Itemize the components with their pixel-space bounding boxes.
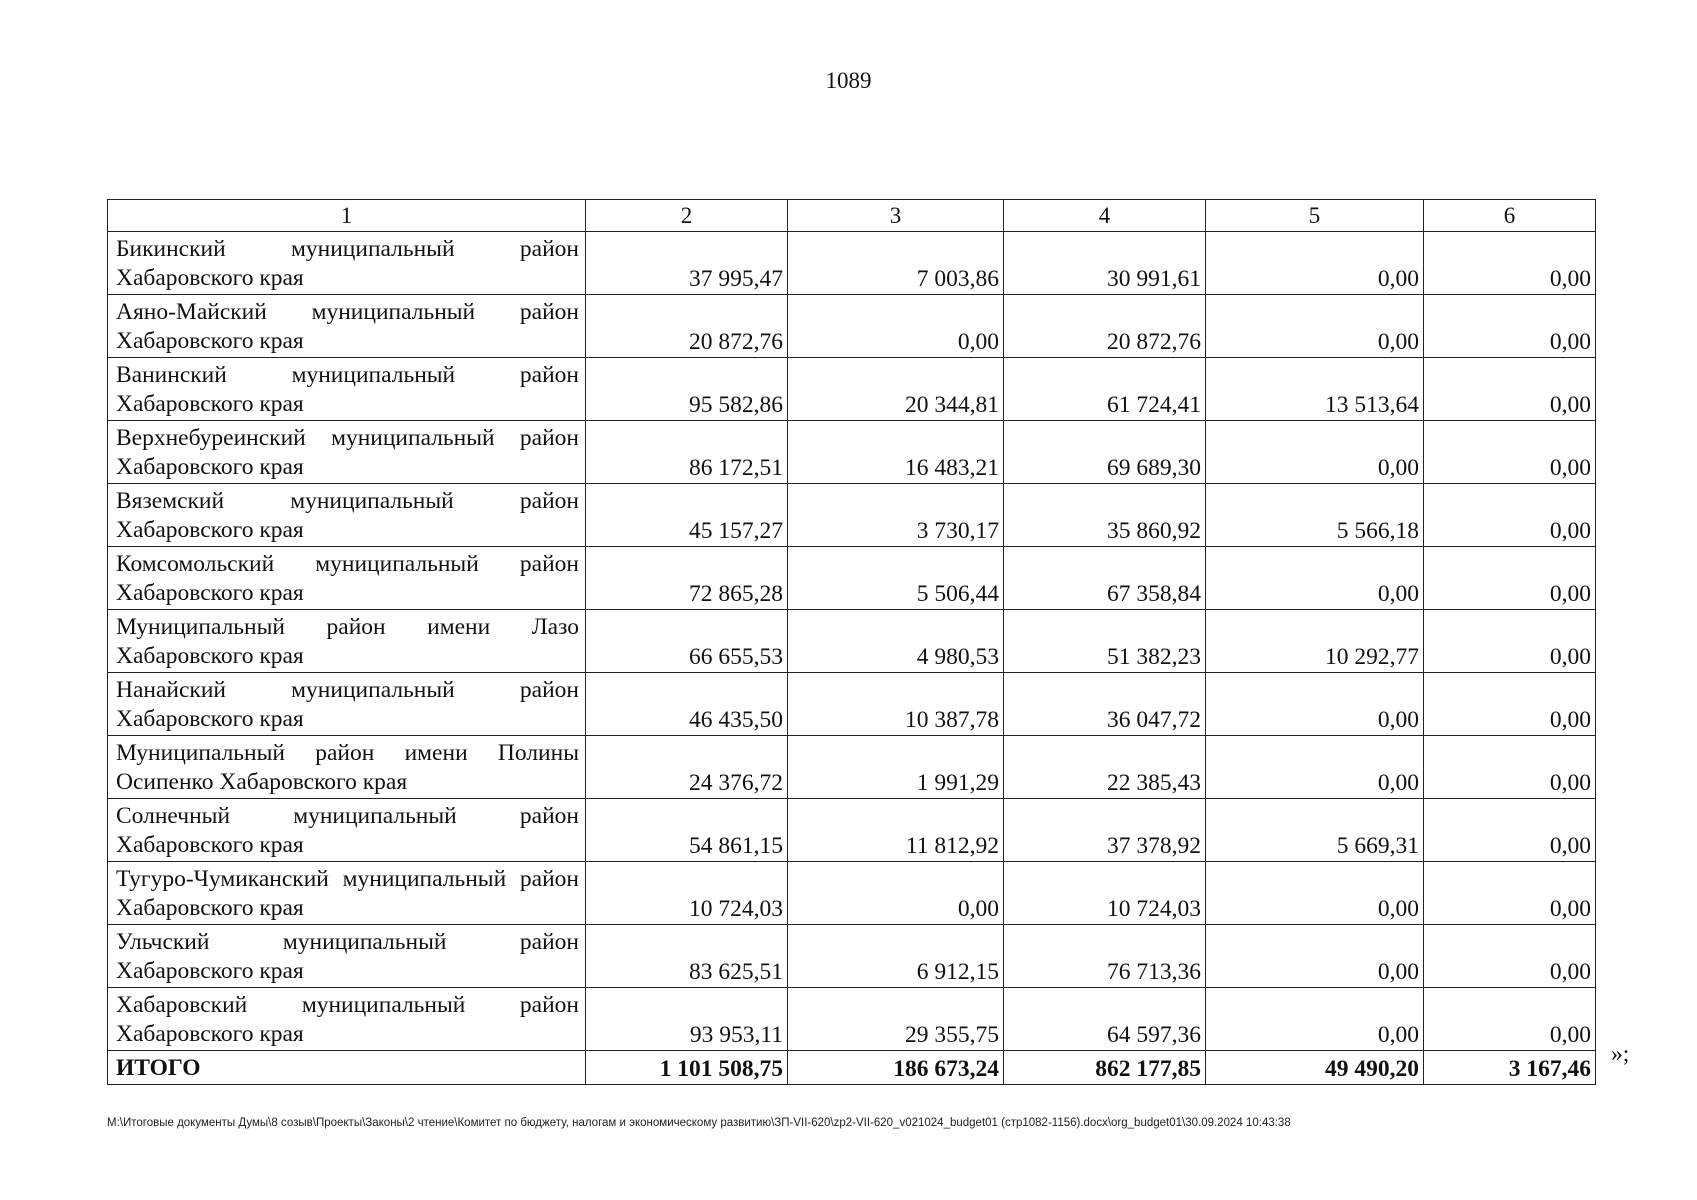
value-cell-col-3: 5 506,44: [788, 547, 1004, 610]
value-cell-col-4: 69 689,30: [1004, 421, 1206, 484]
value-cell-col-6: 0,00: [1424, 295, 1596, 358]
column-header: 4: [1004, 200, 1206, 232]
value-cell-col-2: 45 157,27: [586, 484, 788, 547]
table-row: [108, 295, 1596, 358]
total-value-cell-col-3: 186 673,24: [788, 1051, 1004, 1085]
value-cell-col-6: 0,00: [1424, 799, 1596, 862]
value-cell-col-5: 0,00: [1206, 232, 1424, 295]
value-cell-col-6: 0,00: [1424, 610, 1596, 673]
column-header: 6: [1424, 200, 1596, 232]
value-cell-col-5: 0,00: [1206, 736, 1424, 799]
table-row: [108, 610, 1596, 673]
district-name-cell: Аяно-Майский муниципальный район Хабаровского края: [108, 295, 586, 358]
value-cell-col-4: 22 385,43: [1004, 736, 1206, 799]
value-cell-col-4: 30 991,61: [1004, 232, 1206, 295]
total-value-cell-col-2: 1 101 508,75: [586, 1051, 788, 1085]
value-cell-col-2: 54 861,15: [586, 799, 788, 862]
district-name-cell: Хабаровский муниципальный район Хабаровского края: [108, 988, 586, 1051]
table-row: [108, 736, 1596, 799]
table-header-row: [108, 200, 1596, 232]
total-value-cell-col-6: 3 167,46: [1424, 1051, 1596, 1085]
value-cell-col-5: 13 513,64: [1206, 358, 1424, 421]
value-cell-col-4: 51 382,23: [1004, 610, 1206, 673]
value-cell-col-3: 10 387,78: [788, 673, 1004, 736]
column-header: 1: [108, 200, 586, 232]
total-value-cell-col-4: 862 177,85: [1004, 1051, 1206, 1085]
page-number: 1089: [825, 68, 872, 93]
value-cell-col-5: 0,00: [1206, 421, 1424, 484]
value-cell-col-2: 93 953,11: [586, 988, 788, 1051]
value-cell-col-5: 0,00: [1206, 925, 1424, 988]
value-cell-col-6: 0,00: [1424, 232, 1596, 295]
table-body: [108, 232, 1596, 1085]
value-cell-col-6: 0,00: [1424, 736, 1596, 799]
district-name-cell: Тугуро-Чумиканский муниципальный район Хабаровского края: [108, 862, 586, 925]
value-cell-col-3: 0,00: [788, 295, 1004, 358]
district-name-cell: Вяземский муниципальный район Хабаровского края: [108, 484, 586, 547]
table-row: [108, 358, 1596, 421]
value-cell-col-3: 6 912,15: [788, 925, 1004, 988]
column-header: 3: [788, 200, 1004, 232]
district-name-cell: Солнечный муниципальный район Хабаровского края: [108, 799, 586, 862]
value-cell-col-5: 0,00: [1206, 295, 1424, 358]
value-cell-col-6: 0,00: [1424, 988, 1596, 1051]
value-cell-col-2: 66 655,53: [586, 610, 788, 673]
district-name-cell: Ульчский муниципальный район Хабаровского края: [108, 925, 586, 988]
value-cell-col-2: 72 865,28: [586, 547, 788, 610]
value-cell-col-4: 37 378,92: [1004, 799, 1206, 862]
total-value-cell-col-5: 49 490,20: [1206, 1051, 1424, 1085]
value-cell-col-6: 0,00: [1424, 862, 1596, 925]
value-cell-col-2: 83 625,51: [586, 925, 788, 988]
total-label-cell: ИТОГО: [108, 1051, 586, 1085]
value-cell-col-5: 0,00: [1206, 673, 1424, 736]
district-name-cell: Муниципальный район имени Полины Осипенко Хабаровского края: [108, 736, 586, 799]
value-cell-col-4: 67 358,84: [1004, 547, 1206, 610]
value-cell-col-3: 1 991,29: [788, 736, 1004, 799]
value-cell-col-6: 0,00: [1424, 484, 1596, 547]
value-cell-col-3: 0,00: [788, 862, 1004, 925]
column-header: 2: [586, 200, 788, 232]
budget-table-container: [107, 199, 1596, 1085]
value-cell-col-5: 5 669,31: [1206, 799, 1424, 862]
table-row: [108, 547, 1596, 610]
value-cell-col-6: 0,00: [1424, 547, 1596, 610]
value-cell-col-3: 11 812,92: [788, 799, 1004, 862]
table-row: [108, 421, 1596, 484]
value-cell-col-6: 0,00: [1424, 421, 1596, 484]
table-row: [108, 925, 1596, 988]
table-row: [108, 862, 1596, 925]
footer-file-path: M:\Итоговые документы Думы\8 созыв\Проекты\Законы\2 чтение\Комитет по бюджету, налогам и экономическому развитию\ЗП-VII-620\zp2-VII-620_v021024_budget01 (стр1082-1156).docx\org_budget01\30.09.2024 10:43:38: [107, 1117, 1291, 1129]
district-name-cell: Муниципальный район имени Лазо Хабаровского края: [108, 610, 586, 673]
value-cell-col-3: 3 730,17: [788, 484, 1004, 547]
value-cell-col-2: 24 376,72: [586, 736, 788, 799]
budget-table: [107, 199, 1596, 1085]
closing-quote-mark: »;: [1611, 1041, 1630, 1067]
table-row: [108, 799, 1596, 862]
value-cell-col-6: 0,00: [1424, 925, 1596, 988]
value-cell-col-4: 76 713,36: [1004, 925, 1206, 988]
table-row: [108, 988, 1596, 1051]
value-cell-col-4: 10 724,03: [1004, 862, 1206, 925]
district-name-cell: Нанайский муниципальный район Хабаровского края: [108, 673, 586, 736]
table-row: [108, 673, 1596, 736]
value-cell-col-2: 20 872,76: [586, 295, 788, 358]
value-cell-col-3: 29 355,75: [788, 988, 1004, 1051]
value-cell-col-4: 36 047,72: [1004, 673, 1206, 736]
value-cell-col-3: 7 003,86: [788, 232, 1004, 295]
value-cell-col-6: 0,00: [1424, 358, 1596, 421]
value-cell-col-5: 0,00: [1206, 547, 1424, 610]
value-cell-col-5: 5 566,18: [1206, 484, 1424, 547]
value-cell-col-3: 20 344,81: [788, 358, 1004, 421]
value-cell-col-4: 35 860,92: [1004, 484, 1206, 547]
value-cell-col-2: 37 995,47: [586, 232, 788, 295]
total-row: [108, 1051, 1596, 1085]
value-cell-col-4: 20 872,76: [1004, 295, 1206, 358]
value-cell-col-6: 0,00: [1424, 673, 1596, 736]
table-row: [108, 484, 1596, 547]
district-name-cell: Комсомольский муниципальный район Хабаровского края: [108, 547, 586, 610]
district-name-cell: Ванинский муниципальный район Хабаровского края: [108, 358, 586, 421]
value-cell-col-2: 46 435,50: [586, 673, 788, 736]
value-cell-col-3: 4 980,53: [788, 610, 1004, 673]
value-cell-col-4: 64 597,36: [1004, 988, 1206, 1051]
column-header: 5: [1206, 200, 1424, 232]
value-cell-col-5: 0,00: [1206, 988, 1424, 1051]
district-name-cell: Бикинский муниципальный район Хабаровского края: [108, 232, 586, 295]
value-cell-col-5: 0,00: [1206, 862, 1424, 925]
value-cell-col-2: 95 582,86: [586, 358, 788, 421]
value-cell-col-3: 16 483,21: [788, 421, 1004, 484]
district-name-cell: Верхнебуреинский муниципальный район Хабаровского края: [108, 421, 586, 484]
value-cell-col-5: 10 292,77: [1206, 610, 1424, 673]
table-row: [108, 232, 1596, 295]
value-cell-col-2: 86 172,51: [586, 421, 788, 484]
value-cell-col-4: 61 724,41: [1004, 358, 1206, 421]
value-cell-col-2: 10 724,03: [586, 862, 788, 925]
